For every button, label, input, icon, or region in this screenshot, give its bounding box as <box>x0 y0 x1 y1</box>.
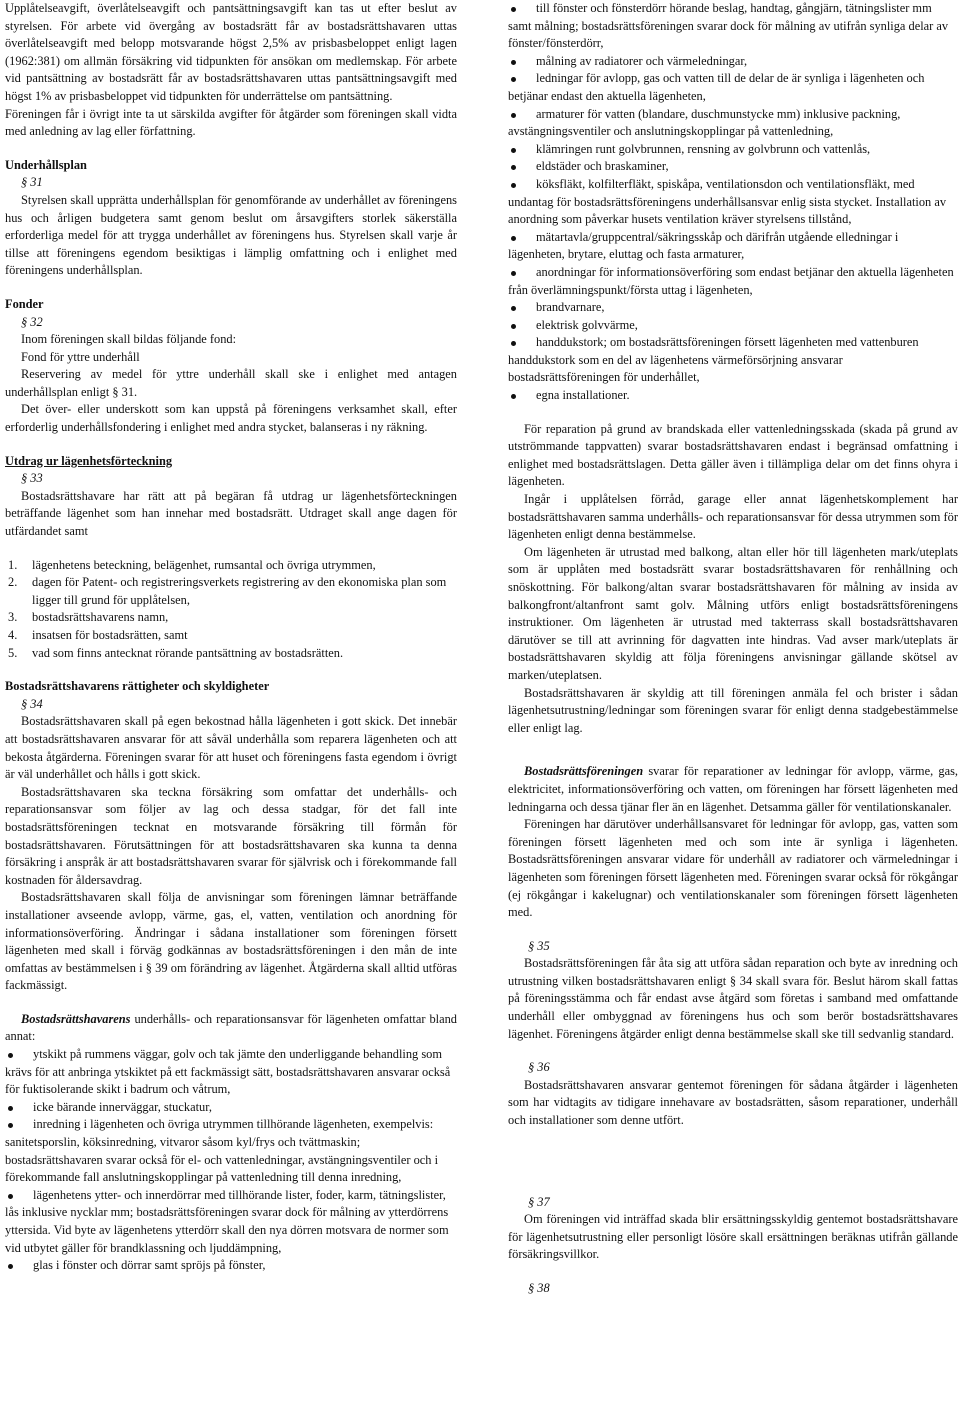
heading-fonder: Fonder <box>5 296 44 311</box>
forening-lead: Bostadsrättsföreningen <box>524 764 644 779</box>
list-item: 5. vad som finns antecknat rörande pantsättning av bostadsrätten. <box>8 645 344 660</box>
list-item: icke bärande innerväggar, stuckatur, <box>5 1099 457 1117</box>
list-item: ytskikt på rummens väggar, golv och tak jämte den underliggande behandling som krävs för att anbringa ytskiktet på ett fackmässigt sätt, bostadsrättshavaren ansvarar också för fuktisolerande skikt i badrum och våtrum, <box>5 1046 457 1099</box>
paragraph-35: Bostadsrättsföreningen får åta sig att utföra sådan reparation och byte av inredning och utrustning vilken bostadsrättshavaren enligt § 34 skall svara för. Beslut härom skall fattas på föreningsstämma och får endast avse åtgärd som företas i samband med omfattande underhåll eller ombyggnad av föreningens hus och som berör bostadsrättshavares lägenhet. Föreningens åtgärder enligt denna bestämmelse skall ske till sedvanlig standard. <box>508 956 958 1041</box>
extract-list <box>5 557 457 663</box>
ansvar-list-continued <box>508 0 958 405</box>
heading-utdrag: Utdrag ur lägenhetsförteckning <box>5 453 173 468</box>
list-item: handdukstork; om bostadsrättsföreningen försett lägenheten med vattenburen handdukstork som en del av lägenhetens värmeförsörjning ansvarar bostadsrättsföreningen för underhållet, <box>508 334 958 387</box>
list-item: eldstäder och braskaminer, <box>508 158 958 176</box>
paragraph-darutover: Föreningen har därutöver underhållsansvaret för ledningar för avlopp, gas, vatten som föreningen försett lägenheten med och som inte är synliga i lägenheten. Bostadsrättsföreningen ansvarar vidare för underhåll av radiatorer och värmeledningar i lägenheten som föreningen försett lägenheten med. Föreningen svarar också för rökgångar (ej rökgångar i kakelugnar) och ventilationskanaler som föreningen försett lägenheten med. <box>508 817 958 920</box>
list-item: 4. insatsen för bostadsrätten, samt <box>8 628 188 642</box>
heading-rattigheter: Bostadsrättshavarens rättigheter och skyldigheter <box>5 679 270 694</box>
list-item: brandvarnare, <box>508 299 958 317</box>
section-32: § 32 <box>21 314 43 329</box>
list-item: 2. dagen för Patent- och registreringsverkets registrering av den ekonomiska plan som ligger till grund för upplåtelsen, <box>8 575 447 607</box>
fonder-line-4: Det över- eller underskott som kan uppstå på föreningens verksamhet skall, efter erforderlig underhållsfondering i enlighet med andra stycket, balanseras i ny räkning. <box>5 402 457 435</box>
section-36: § 36 <box>528 1060 550 1075</box>
list-item: målning av radiatorer och värmeledningar, <box>508 53 958 71</box>
list-item: anordningar för informationsöverföring som endast betjänar den aktuella lägenheten från överlämningspunkt/första uttag i lägenheten, <box>508 264 958 299</box>
list-item: glas i fönster och dörrar samt spröjs på fönster, <box>5 1257 457 1275</box>
list-item: köksfläkt, kolfilterfläkt, spiskåpa, ventilationsdon och ventilationsfläkt, med undantag för bostadsrättsföreningens underhållsansvar enlig sista stycket. Installation av anordning som påverkar husets ventilation kräver styrelsens tillstånd, <box>508 176 958 229</box>
section-34: § 34 <box>21 696 43 711</box>
paragraph-anmala: Bostadsrättshavaren är skyldig att till föreningen anmäla fel och brister i sådan lägenhetsutrustning/ledningar som föreningen svarar för enligt denna stadgebestämmelse eller enligt lag. <box>508 685 958 735</box>
section-37: § 37 <box>528 1194 550 1209</box>
left-column <box>5 0 457 1275</box>
section-38: § 38 <box>528 1281 550 1295</box>
paragraph-37: Om föreningen vid inträffad skada blir ersättningsskyldig gentemot bostadsrättshavare för lägenhetsutrustning eller personligt lösöre skall ersättningen beräknas utifrån gällande försäkringsvillkor. <box>508 1212 958 1262</box>
paragraph-34-c: Bostadsrättshavaren skall följa de anvisningar som föreningen lämnar beträffande installationer avseende avlopp, värme, gas, el, vatten, ventilation och anordning för informationsöverföring. Ändringar i sådana installationer som föreningen försett lägenheten med skall i förväg godkännas av bostadsrättsföreningen i den mån de inte omfattas av bestämmelsen i § 39 om förändring av lägenhet. Åtgärderna skall alltid utföras fackmässigt. <box>5 890 457 993</box>
list-item: 3. bostadsrättshavarens namn, <box>8 610 169 625</box>
paragraph-forening: Bostadsrättsföreningen svarar för reparationer av ledningar för avlopp, värme, gas, elektricitet, informationsöverföring och vatten, om föreningen har försett lägenheten med ledningarna och dessa tjänar fler än en lägenhet. Detsamma gäller för ventilationskanaler. <box>508 764 958 814</box>
intro-paragraph: Upplåtelseavgift, överlåtelseavgift och pantsättningsavgift kan tas ut efter beslut av styrelsen. För arbete vid övergång av bostadsrätt får av bostadsrättshavaren uttas överlåtelseavgift med belopp motsvarande högst 2,5% av prisbasbeloppet enligt lagen (1962:381) om allmän försäkring vid tidpunkten för ansökan om medlemskap. För arbete vid pantsättning av bostadsrätt får av bostadsrättshavaren uttas pantsättningsavgift med högst 1% av prisbasbeloppet vid tidpunkten för underrättelse om pantsättning. <box>5 1 457 103</box>
fonder-line-3: Reservering av medel för yttre underhåll skall ske i enlighet med antagen underhållsplan enligt § 31. <box>5 367 457 399</box>
section-33: § 33 <box>21 471 43 486</box>
paragraph-brandskada: För reparation på grund av brandskada eller vattenledningsskada (skada på grund av utströmmande tappvatten) svarar bostadsrättshavaren endast i begränsad omfattning i enlighet med bostadsrättslagen. Detta gäller även i tillämpliga delar om det finns ohyra i lägenheten. <box>508 421 958 489</box>
paragraph-33: Bostadsrättshavare har rätt att på begäran få utdrag ur lägenhetsförteckningen beträffande lägenhet som han innehar med bostadsrätt. Utdraget skall ange dagen för utfärdandet samt <box>5 488 457 539</box>
list-item: armaturer för vatten (blandare, duschmunstycke mm) inklusive packning, avstängningsventiler och anslutningskopplingar på vattenledning, <box>508 106 958 141</box>
paragraph-34-b: Bostadsrättshavaren ska teckna försäkring som omfattar det underhålls- och reparationsansvar som följer av lag och dessa stadgar, för det fall inte bostadsrättsföreningen tecknat en motsvarande försäkring till förmån för bostadsrättshavaren. Förutsättningen för att bostadsrättshavaren ska kunna ta denna försäkring i anspråk är att bostadsrättshavaren svarar för självrisk och i förekommande fall kostnaden för åldersavdrag. <box>5 784 457 887</box>
paragraph-ansvar: Bostadsrättshavarens underhålls- och reparationsansvar för lägenheten omfattar bland annat: <box>5 1011 457 1044</box>
paragraph-forrad: Ingår i upplåtelsen förråd, garage eller annat lägenhetskomplement har bostadsrättshavaren samma underhålls- och reparationsansvar för dessa utrymmen som för lägenheten enligt denna bestämmelse. <box>508 492 958 542</box>
list-item: elektrisk golvvärme, <box>508 317 958 335</box>
list-item: ledningar för avlopp, gas och vatten till de delar de är synliga i lägenheten och betjänar endast den aktuella lägenheten, <box>508 70 958 105</box>
paragraph-balkong: Om lägenheten är utrustad med balkong, altan eller hör till lägenheten mark/uteplats som är upplåten med bostadsrätt svarar bostadsrättshavaren för renhållning och snöskottning. För balkong/altan svarar bostadsrättshavaren för målning av insida av balkongfront/altanfront samt golv. Målning utförs enligt bostadsrättsföreningens instruktioner. Om lägenheten är utrustad med takterrass skall bostadsrättshavaren därutöver se till att avrinning för dagvatten inte hindras. Vad avser mark/uteplats är bostadsrättshavaren skyldig att följa föreningens anvisningar gällande skötsel av marken/uteplatsen. <box>508 544 958 682</box>
heading-underhallsplan: Underhållsplan <box>5 157 87 172</box>
section-35: § 35 <box>528 938 550 953</box>
list-item: inredning i lägenheten och övriga utrymmen tillhörande lägenheten, exempelvis: sanitetsporslin, köksinredning, vitvaror såsom kyl/frys och tvättmaskin; bostadsrättshavaren svarar också för el- och vattenledningar, avstängningsventiler och i förekommande fall anslutningskopplingar på vattenledning till denna inredning, <box>5 1116 457 1186</box>
fee-paragraph: Föreningen får i övrigt inte ta ut särskilda avgifter för åtgärder som föreningen skall vidta med anledning av lag eller författning. <box>5 106 457 139</box>
fonder-line-2: Fond för yttre underhåll <box>21 349 140 364</box>
paragraph-34-a: Bostadsrättshavaren skall på egen bekostnad hålla lägenheten i gott skick. Det innebär att bostadsrättshavaren ansvarar för att såväl underhålla som reparera lägenheten och att bekosta åtgärderna. Föreningen svarar för att huset och föreningens fasta egendom i övrigt är väl underhållet och hålls i gott skick. <box>5 714 457 782</box>
paragraph-31: Styrelsen skall upprätta underhållsplan för genomförande av underhållet av föreningens hus och årligen budgetera samt genom beslut om årsavgifters storlek säkerställa erforderliga medel för att trygga underhållet av föreningens hus. Styrelsen skall varje år tillse att föreningens egendom besiktigas i lämplig omfattning och i enlighet med föreningens underhållsplan. <box>5 192 457 278</box>
ansvar-list <box>5 1046 457 1275</box>
list-item: egna installationer. <box>508 387 958 405</box>
fonder-line-1: Inom föreningen skall bildas följande fond: <box>21 332 237 347</box>
list-item: till fönster och fönsterdörr hörande beslag, handtag, gångjärn, tätningslister mm samt målning; bostadsrättsföreningen svarar dock för målning av utifrån synliga delar av fönster/fönsterdörr, <box>508 0 958 53</box>
list-item: klämringen runt golvbrunnen, rensning av golvbrunn och vattenlås, <box>508 141 958 159</box>
list-item: mätartavla/gruppcentral/säkringsskåp och därifrån utgående elledningar i lägenheten, brytare, eluttag och fasta armaturer, <box>508 229 958 264</box>
paragraph-36: Bostadsrättshavaren ansvarar gentemot föreningen för sådana åtgärder i lägenheten som har vidtagits av tidigare innehavare av bostadsrätten, såsom reparationer, underhåll och installationer som denne utfört. <box>508 1077 958 1128</box>
ansvar-lead: Bostadsrättshavarens <box>21 1011 131 1026</box>
section-31: § 31 <box>21 175 43 190</box>
right-column <box>508 0 958 1298</box>
list-item: lägenhetens ytter- och innerdörrar med tillhörande lister, foder, karm, tätningslister, lås inklusive nycklar mm; bostadsrättsföreningen svarar dock för målning av ytterdörrens yttersida. Vid byte av lägenhetens ytterdörr skall den nya dörren motsvara de normer som vid utbytet gäller för brandklassning och ljuddämpning, <box>5 1187 457 1257</box>
list-item: 1. lägenhetens beteckning, belägenhet, rumsantal och övriga utrymmen, <box>8 557 376 572</box>
